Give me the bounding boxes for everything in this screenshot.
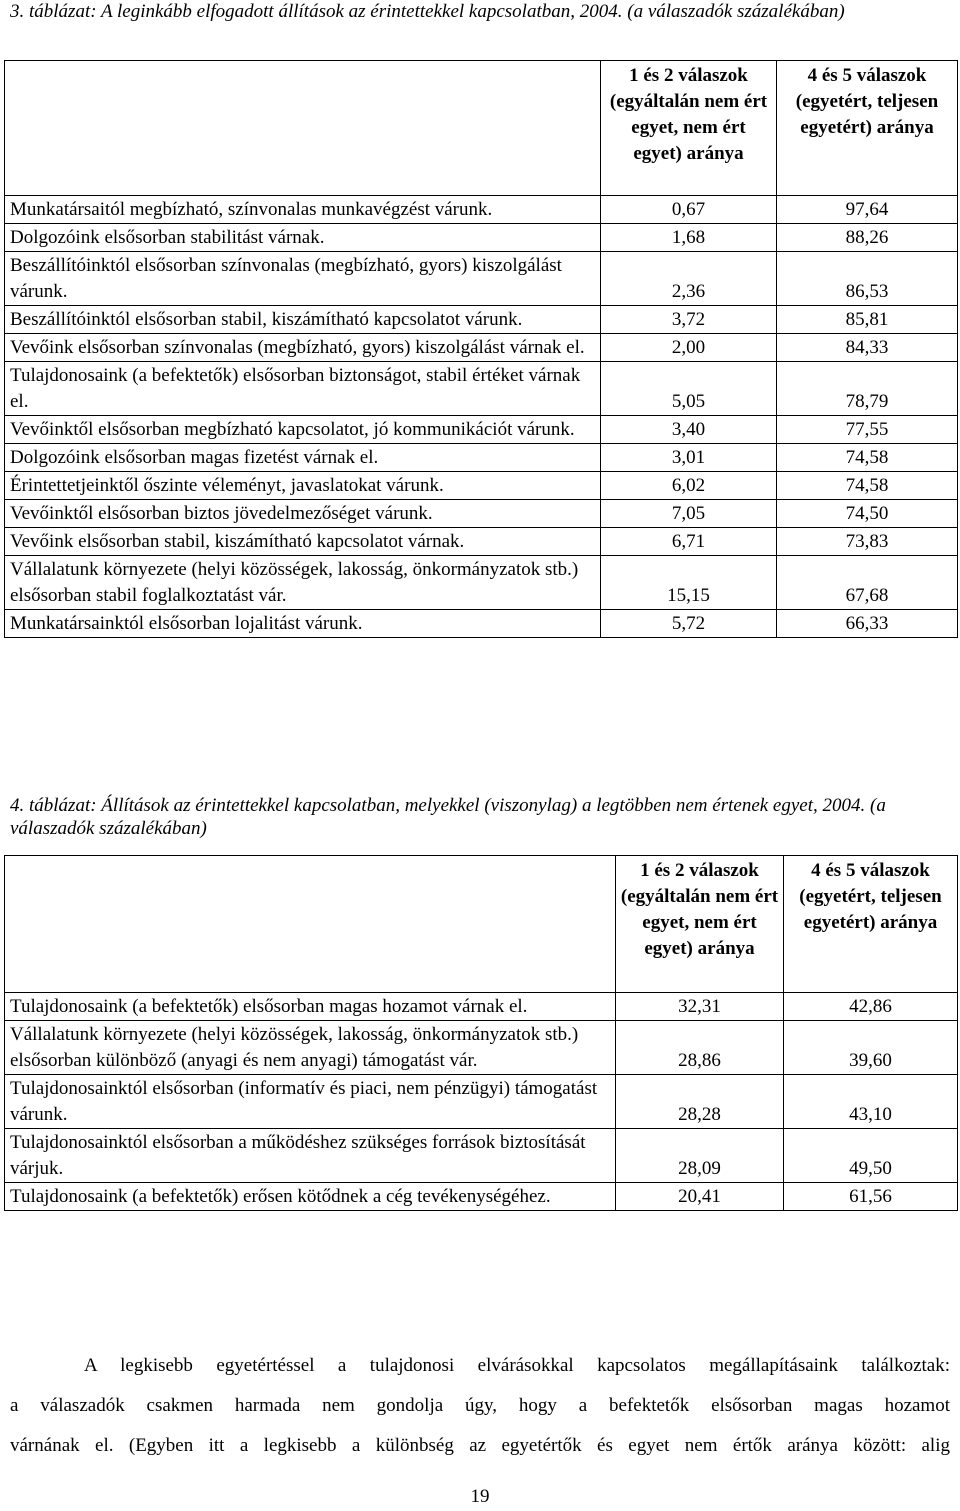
- table-3-caption: 3. táblázat: A leginkább elfogadott állítások az érintettekkel kapcsolatban, 2004. (a válaszadók százalékában): [10, 1, 845, 22]
- table-row: [5, 1183, 958, 1211]
- table-row: [5, 500, 958, 528]
- disagree-value: 5,05: [601, 362, 777, 416]
- table-row: [5, 472, 958, 500]
- agree-value: 97,64: [777, 196, 958, 224]
- row-label: Munkatársainktól elsősorban lojalitást várunk.: [5, 610, 601, 638]
- table-row: [5, 306, 958, 334]
- row-label: Munkatársaitól megbízható, színvonalas munkavégzést várunk.: [5, 196, 601, 224]
- agree-value: 73,83: [777, 528, 958, 556]
- table-4-header-row: [5, 856, 958, 993]
- table-row: [5, 196, 958, 224]
- agree-value: 74,58: [777, 444, 958, 472]
- agree-value: 67,68: [777, 556, 958, 610]
- row-label: Beszállítóinktól elsősorban színvonalas (megbízható, gyors) kiszolgálást várunk.: [5, 252, 601, 306]
- row-label: Dolgozóink elsősorban magas fizetést várnak el.: [5, 444, 601, 472]
- agree-value: 66,33: [777, 610, 958, 638]
- disagree-value: 5,72: [601, 610, 777, 638]
- table-row: [5, 556, 958, 610]
- disagree-value: 28,09: [616, 1129, 784, 1183]
- agree-value: 74,50: [777, 500, 958, 528]
- table-3-header-empty: [5, 61, 601, 196]
- table-4: [4, 855, 958, 1211]
- table-row: [5, 610, 958, 638]
- paragraph-line: a válaszadók csakmen harmada nem gondolja úgy, hogy a befektetők elsősorban magas hozamot: [10, 1395, 950, 1416]
- agree-value: 78,79: [777, 362, 958, 416]
- disagree-value: 15,15: [601, 556, 777, 610]
- table-row: [5, 993, 958, 1021]
- agree-value: 86,53: [777, 252, 958, 306]
- row-label: Vállalatunk környezete (helyi közösségek, lakosság, önkormányzatok stb.) elsősorban különböző (anyagi és nem anyagi) támogatást vár.: [5, 1021, 616, 1075]
- page-number: 19: [470, 1486, 490, 1507]
- table-4-caption: 4. táblázat: Állítások az érintettekkel kapcsolatban, melyekkel (viszonylag) a legtöbben nem értenek egyet, 2004. (a válaszadók százalékában): [10, 795, 886, 839]
- table-4-header-disagree: 1 és 2 válaszok (egyáltalán nem ért egyet, nem ért egyet) aránya: [616, 856, 784, 993]
- row-label: Vevőinktől elsősorban biztos jövedelmezőséget várunk.: [5, 500, 601, 528]
- table-3-header-agree: 4 és 5 válaszok (egyetért, teljesen egyetért) aránya: [777, 61, 958, 196]
- table-3-header-disagree: 1 és 2 válaszok (egyáltalán nem ért egyet, nem ért egyet) aránya: [601, 61, 777, 196]
- paragraph-line: A legkisebb egyetértéssel a tulajdonosi elvárásokkal kapcsolatos megállapításaink találkoztak:: [84, 1355, 950, 1376]
- disagree-value: 6,02: [601, 472, 777, 500]
- row-label: Tulajdonosaink (a befektetők) erősen kötődnek a cég tevékenységéhez.: [5, 1183, 616, 1211]
- disagree-value: 2,00: [601, 334, 777, 362]
- agree-value: 61,56: [784, 1183, 958, 1211]
- row-label: Dolgozóink elsősorban stabilitást várnak.: [5, 224, 601, 252]
- agree-value: 77,55: [777, 416, 958, 444]
- table-row: [5, 416, 958, 444]
- table-row: [5, 444, 958, 472]
- disagree-value: 0,67: [601, 196, 777, 224]
- row-label: Vevőinktől elsősorban megbízható kapcsolatot, jó kommunikációt várunk.: [5, 416, 601, 444]
- table-row: [5, 362, 958, 416]
- agree-value: 88,26: [777, 224, 958, 252]
- row-label: Tulajdonosaink (a befektetők) elsősorban magas hozamot várnak el.: [5, 993, 616, 1021]
- table-row: [5, 1021, 958, 1075]
- row-label: Vevőink elsősorban stabil, kiszámítható kapcsolatot várnak.: [5, 528, 601, 556]
- disagree-value: 28,86: [616, 1021, 784, 1075]
- row-label: Érintettetjeinktől őszinte véleményt, javaslatokat várunk.: [5, 472, 601, 500]
- agree-value: 42,86: [784, 993, 958, 1021]
- table-4-header-agree: 4 és 5 válaszok (egyetért, teljesen egyetért) aránya: [784, 856, 958, 993]
- table-row: [5, 224, 958, 252]
- disagree-value: 32,31: [616, 993, 784, 1021]
- table-row: [5, 252, 958, 306]
- agree-value: 39,60: [784, 1021, 958, 1075]
- table-4-header-empty: [5, 856, 616, 993]
- agree-value: 74,58: [777, 472, 958, 500]
- table-3-header-row: [5, 61, 958, 196]
- row-label: Tulajdonosaink (a befektetők) elsősorban biztonságot, stabil értéket várnak el.: [5, 362, 601, 416]
- row-label: Tulajdonosainktól elsősorban a működéshez szükséges források biztosítását várjuk.: [5, 1129, 616, 1183]
- row-label: Tulajdonosainktól elsősorban (informatív és piaci, nem pénzügyi) támogatást várunk.: [5, 1075, 616, 1129]
- disagree-value: 2,36: [601, 252, 777, 306]
- disagree-value: 3,40: [601, 416, 777, 444]
- agree-value: 49,50: [784, 1129, 958, 1183]
- disagree-value: 3,72: [601, 306, 777, 334]
- table-row: [5, 1075, 958, 1129]
- disagree-value: 20,41: [616, 1183, 784, 1211]
- disagree-value: 7,05: [601, 500, 777, 528]
- table-row: [5, 334, 958, 362]
- agree-value: 43,10: [784, 1075, 958, 1129]
- table-row: [5, 1129, 958, 1183]
- disagree-value: 3,01: [601, 444, 777, 472]
- disagree-value: 6,71: [601, 528, 777, 556]
- row-label: Vevőink elsősorban színvonalas (megbízható, gyors) kiszolgálást várnak el.: [5, 334, 601, 362]
- agree-value: 85,81: [777, 306, 958, 334]
- table-row: [5, 528, 958, 556]
- agree-value: 84,33: [777, 334, 958, 362]
- disagree-value: 28,28: [616, 1075, 784, 1129]
- body-paragraph: [10, 1346, 950, 1466]
- row-label: Vállalatunk környezete (helyi közösségek, lakosság, önkormányzatok stb.) elsősorban stabil foglalkoztatást vár.: [5, 556, 601, 610]
- row-label: Beszállítóinktól elsősorban stabil, kiszámítható kapcsolatot várunk.: [5, 306, 601, 334]
- paragraph-line: várnának el. (Egyben itt a legkisebb a különbség az egyetértők és egyet nem értők aránya között: alig: [10, 1435, 950, 1456]
- disagree-value: 1,68: [601, 224, 777, 252]
- table-3: [4, 60, 958, 638]
